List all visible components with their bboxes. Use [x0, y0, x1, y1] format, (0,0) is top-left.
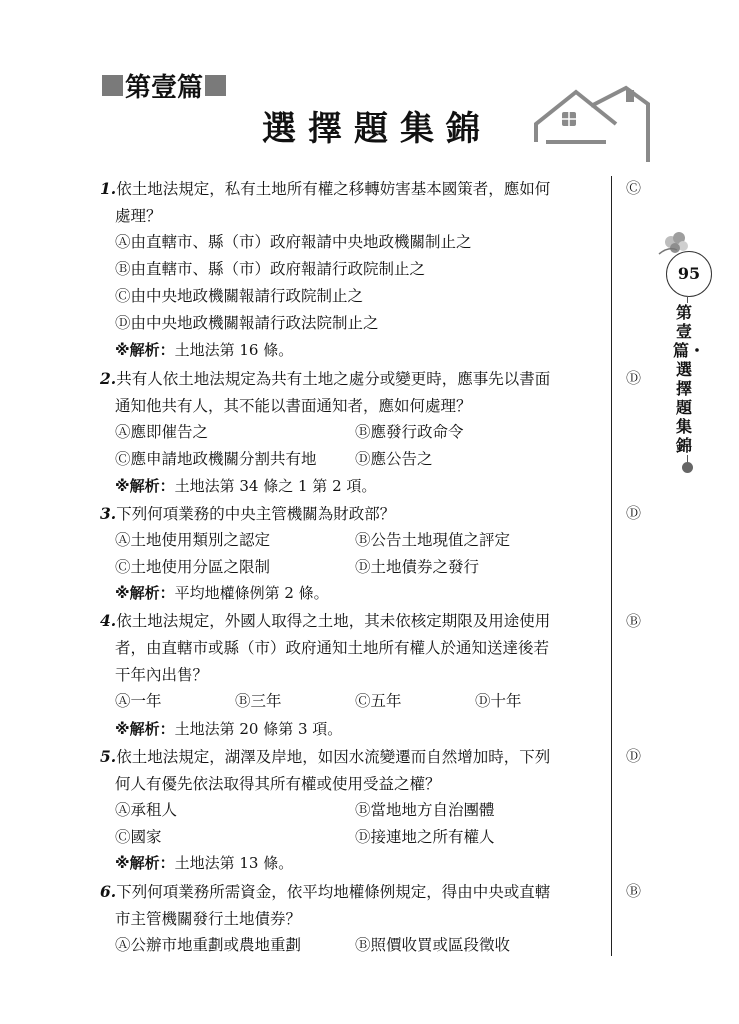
question-5 — [100, 743, 600, 798]
gray-square-icon — [102, 75, 123, 96]
option-b: Ⓑ由直轄市、縣（市）政府報請行政院制止之 — [115, 260, 426, 278]
question-3 — [100, 500, 600, 528]
option-row — [115, 527, 605, 554]
option-row — [115, 932, 605, 959]
question-line: 處理？ — [115, 207, 162, 225]
question-6 — [100, 878, 600, 933]
question-1 — [100, 175, 600, 230]
analysis-label: ※解析： — [115, 720, 175, 738]
question-number: 5. — [100, 747, 117, 766]
answer-4: Ⓑ — [626, 612, 642, 630]
option-c: Ⓒ土地使用分區之限制 — [115, 558, 271, 576]
option-d: Ⓓ十年 — [475, 692, 522, 710]
option-b: Ⓑ當地地方自治團體 — [355, 801, 495, 819]
option-a: Ⓐ土地使用類別之認定 — [115, 531, 271, 549]
analysis-label: ※解析： — [115, 854, 175, 872]
question-4 — [100, 607, 600, 689]
answer-1: Ⓒ — [626, 179, 642, 197]
question-line: 何人有優先依法取得其所有權或使用受益之權？ — [115, 775, 441, 793]
option-d: Ⓓ由中央地政機關報請行政法院制止之 — [115, 314, 379, 332]
analysis-text: 平均地權條例第 2 條。 — [174, 584, 329, 602]
question-line: 共有人依土地法規定為共有土地之處分或變更時，應事先以書面 — [116, 370, 551, 388]
option-c: Ⓒ五年 — [355, 692, 402, 710]
option-row — [115, 229, 605, 256]
option-d: Ⓓ應公告之 — [355, 450, 433, 468]
sidebar-chapter-title: 第壹篇・選擇題集錦 — [673, 303, 706, 455]
option-row — [115, 256, 605, 283]
question-line: 依土地法規定，私有土地所有權之移轉妨害基本國策者，應如何 — [116, 180, 551, 198]
option-row — [115, 419, 605, 446]
question-line: 通知他共有人，其不能以書面通知者，應如何處理？ — [115, 397, 472, 415]
option-row — [115, 310, 605, 337]
analysis-text: 土地法第 34 條之 1 第 2 項。 — [174, 477, 377, 495]
page-number: 95 — [666, 251, 712, 297]
analysis-label: ※解析： — [115, 341, 175, 359]
analysis-text: 土地法第 16 條。 — [174, 341, 294, 359]
option-a: Ⓐ由直轄市、縣（市）政府報請中央地政機關制止之 — [115, 233, 472, 251]
question-line: 干年內出售？ — [115, 666, 209, 684]
analysis-5 — [115, 850, 293, 877]
option-c: Ⓒ國家 — [115, 828, 162, 846]
analysis-text: 土地法第 13 條。 — [174, 854, 294, 872]
option-a: Ⓐ應即催告之 — [115, 423, 209, 441]
chapter-label-text: 第壹篇 — [125, 72, 204, 103]
question-number: 1. — [100, 179, 117, 198]
page-title: 選擇題集錦 — [262, 109, 492, 149]
column-divider — [611, 176, 612, 956]
option-a: Ⓐ一年 — [115, 692, 162, 710]
chapter-label — [100, 70, 228, 103]
sidebar-dot — [682, 462, 693, 473]
question-line: 下列何項業務所需資金，依平均地權條例規定，得由中央或直轄 — [116, 883, 551, 901]
answer-5: Ⓓ — [626, 747, 642, 765]
analysis-label: ※解析： — [115, 477, 175, 495]
option-b: Ⓑ公告土地現值之評定 — [355, 531, 511, 549]
question-line: 下列何項業務的中央主管機關為財政部？ — [116, 505, 396, 523]
question-line: 者，由直轄市或縣（市）政府通知土地所有權人於通知送達後若 — [115, 639, 550, 657]
option-c: Ⓒ應申請地政機關分割共有地 — [115, 450, 317, 468]
question-2 — [100, 365, 600, 420]
option-row — [115, 797, 605, 824]
analysis-2 — [115, 473, 376, 500]
option-row — [115, 446, 605, 473]
option-row — [115, 554, 605, 581]
gray-square-icon — [205, 75, 226, 96]
answer-3: Ⓓ — [626, 504, 642, 522]
option-d: Ⓓ接連地之所有權人 — [355, 828, 495, 846]
question-line: 市主管機關發行土地債券？ — [115, 910, 302, 928]
question-number: 3. — [100, 504, 117, 523]
house-icon — [526, 84, 656, 164]
analysis-text: 土地法第 20 條第 3 項。 — [174, 720, 343, 738]
question-number: 2. — [100, 369, 117, 388]
option-row — [115, 688, 605, 715]
analysis-4 — [115, 716, 342, 743]
option-row — [115, 824, 605, 851]
answer-6: Ⓑ — [626, 882, 642, 900]
option-c: Ⓒ由中央地政機關報請行政院制止之 — [115, 287, 364, 305]
option-b: Ⓑ三年 — [235, 692, 282, 710]
analysis-1 — [115, 337, 293, 364]
question-line: 依土地法規定，湖澤及岸地，如因水流變遷而自然增加時，下列 — [116, 748, 551, 766]
analysis-label: ※解析： — [115, 584, 175, 602]
option-a: Ⓐ公辦市地重劃或農地重劃 — [115, 936, 302, 954]
option-d: Ⓓ土地債券之發行 — [355, 558, 480, 576]
answer-2: Ⓓ — [626, 369, 642, 387]
analysis-3 — [115, 580, 329, 607]
question-number: 4. — [100, 611, 117, 630]
option-row — [115, 283, 605, 310]
question-number: 6. — [100, 882, 117, 901]
option-a: Ⓐ承租人 — [115, 801, 178, 819]
option-b: Ⓑ應發行政命令 — [355, 423, 464, 441]
question-line: 依土地法規定，外國人取得之土地，其未依核定期限及用途使用 — [116, 612, 551, 630]
option-b: Ⓑ照價收買或區段徵收 — [355, 936, 511, 954]
